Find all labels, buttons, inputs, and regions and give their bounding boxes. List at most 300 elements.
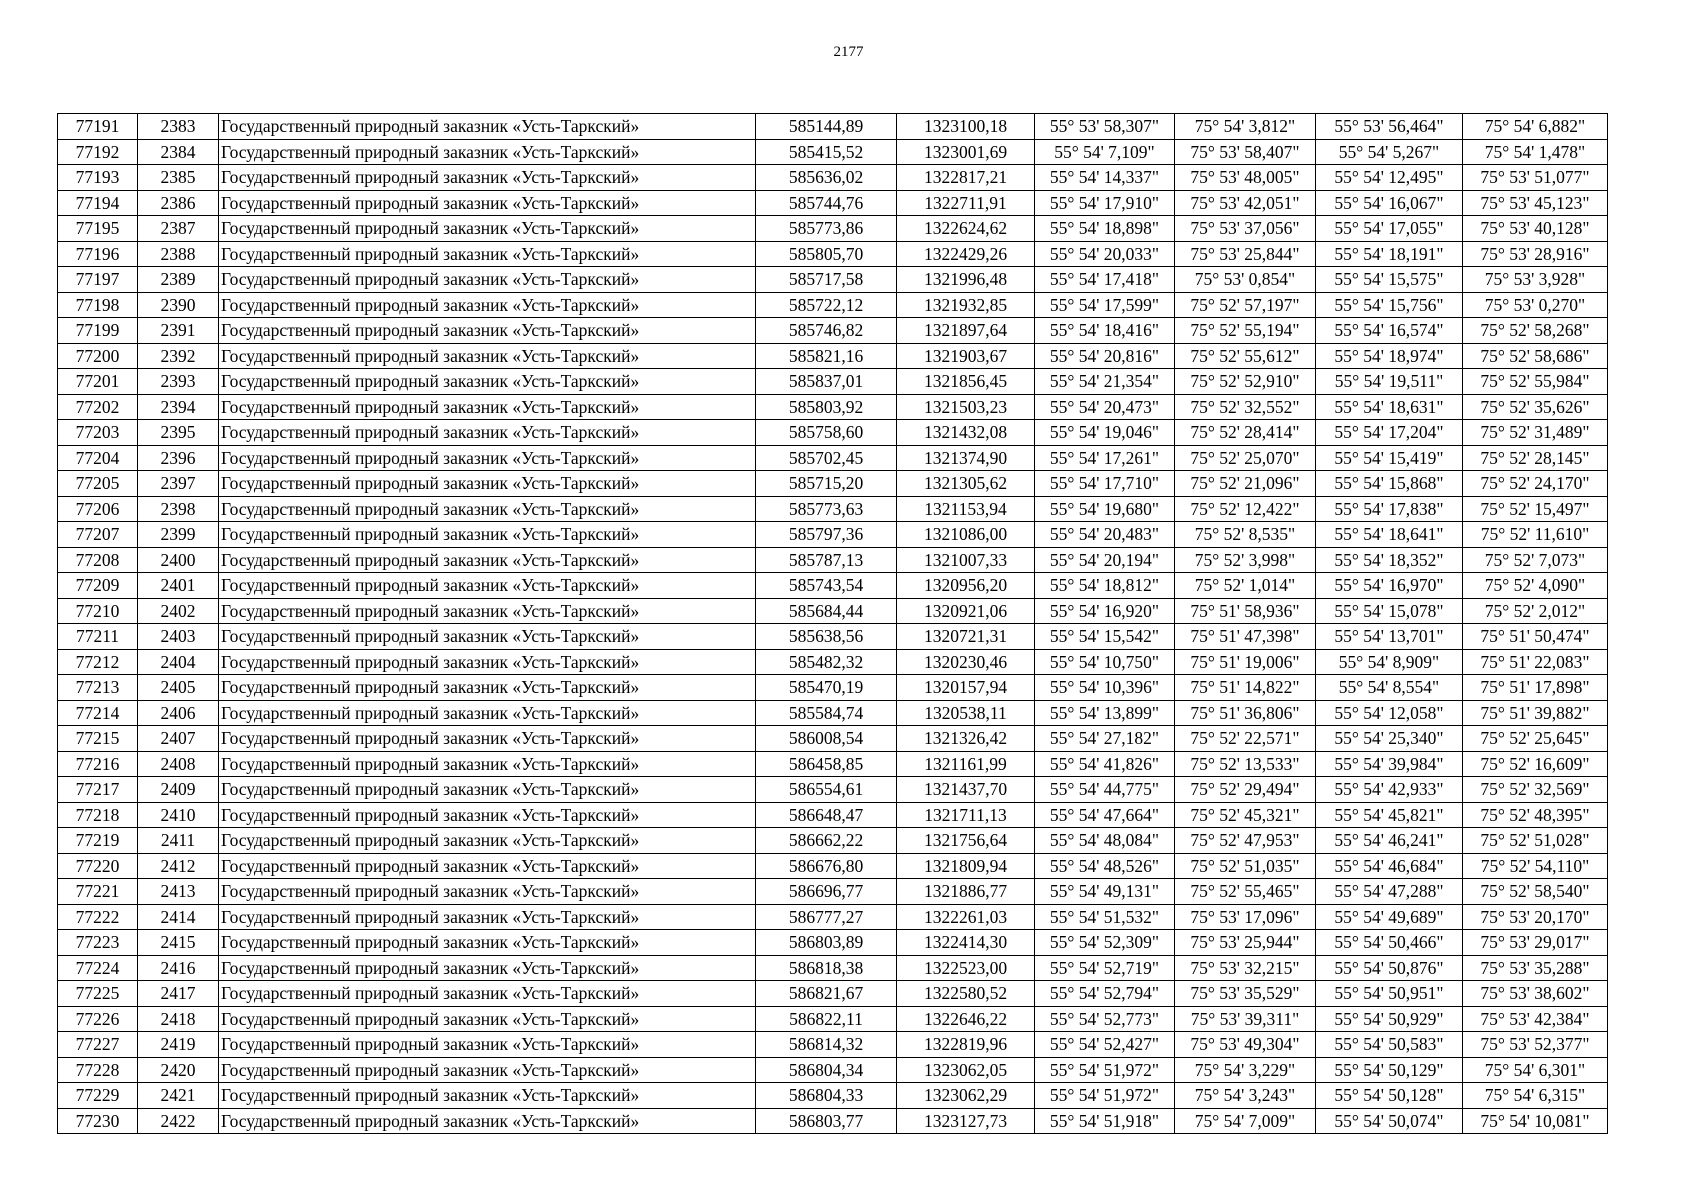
y-coordinate-cell: 1321856,45 [897,369,1035,395]
point-number-cell: 2420 [138,1057,219,1083]
object-name-cell: Государственный природный заказник «Усть-Таркский» [219,165,756,191]
object-name-cell: Государственный природный заказник «Усть-Таркский» [219,241,756,267]
row-id-cell: 77209 [58,573,138,599]
latitude-1-cell: 55° 54' 48,084" [1035,828,1175,854]
longitude-2-cell: 75° 52' 24,170" [1463,471,1608,497]
longitude-2-cell: 75° 52' 55,984" [1463,369,1608,395]
latitude-1-cell: 55° 54' 17,710" [1035,471,1175,497]
longitude-2-cell: 75° 53' 3,928" [1463,267,1608,293]
object-name-cell: Государственный природный заказник «Усть-Таркский» [219,496,756,522]
longitude-1-cell: 75° 53' 25,844" [1175,241,1316,267]
table-row [58,471,1608,497]
longitude-1-cell: 75° 52' 51,035" [1175,853,1316,879]
y-coordinate-cell: 1321326,42 [897,726,1035,752]
point-number-cell: 2421 [138,1083,219,1109]
object-name-cell: Государственный природный заказник «Усть-Таркский» [219,828,756,854]
point-number-cell: 2412 [138,853,219,879]
object-name-cell: Государственный природный заказник «Усть-Таркский» [219,1057,756,1083]
latitude-2-cell: 55° 54' 50,583" [1316,1032,1463,1058]
y-coordinate-cell: 1321153,94 [897,496,1035,522]
table-row [58,981,1608,1007]
table-row [58,802,1608,828]
longitude-1-cell: 75° 53' 35,529" [1175,981,1316,1007]
longitude-2-cell: 75° 53' 38,602" [1463,981,1608,1007]
latitude-1-cell: 55° 54' 47,664" [1035,802,1175,828]
latitude-1-cell: 55° 54' 51,972" [1035,1057,1175,1083]
point-number-cell: 2404 [138,649,219,675]
latitude-2-cell: 55° 54' 18,352" [1316,547,1463,573]
longitude-1-cell: 75° 53' 48,005" [1175,165,1316,191]
longitude-1-cell: 75° 54' 7,009" [1175,1108,1316,1134]
table-row [58,930,1608,956]
object-name-cell: Государственный природный заказник «Усть-Таркский» [219,1006,756,1032]
longitude-2-cell: 75° 52' 48,395" [1463,802,1608,828]
x-coordinate-cell: 585837,01 [756,369,897,395]
object-name-cell: Государственный природный заказник «Усть-Таркский» [219,522,756,548]
point-number-cell: 2405 [138,675,219,701]
object-name-cell: Государственный природный заказник «Усть-Таркский» [219,675,756,701]
y-coordinate-cell: 1321756,64 [897,828,1035,854]
row-id-cell: 77227 [58,1032,138,1058]
point-number-cell: 2397 [138,471,219,497]
row-id-cell: 77207 [58,522,138,548]
point-number-cell: 2408 [138,751,219,777]
x-coordinate-cell: 586777,27 [756,904,897,930]
point-number-cell: 2414 [138,904,219,930]
latitude-1-cell: 55° 54' 52,427" [1035,1032,1175,1058]
latitude-2-cell: 55° 54' 15,419" [1316,445,1463,471]
table-row [58,343,1608,369]
x-coordinate-cell: 585482,32 [756,649,897,675]
latitude-2-cell: 55° 54' 12,058" [1316,700,1463,726]
object-name-cell: Государственный природный заказник «Усть-Таркский» [219,267,756,293]
object-name-cell: Государственный природный заказник «Усть-Таркский» [219,369,756,395]
point-number-cell: 2395 [138,420,219,446]
x-coordinate-cell: 586822,11 [756,1006,897,1032]
latitude-2-cell: 55° 54' 19,511" [1316,369,1463,395]
table-row [58,1083,1608,1109]
longitude-2-cell: 75° 52' 25,645" [1463,726,1608,752]
latitude-1-cell: 55° 54' 52,794" [1035,981,1175,1007]
table-row [58,777,1608,803]
row-id-cell: 77226 [58,1006,138,1032]
x-coordinate-cell: 585743,54 [756,573,897,599]
latitude-2-cell: 55° 54' 5,267" [1316,139,1463,165]
longitude-2-cell: 75° 52' 16,609" [1463,751,1608,777]
latitude-1-cell: 55° 54' 19,680" [1035,496,1175,522]
point-number-cell: 2413 [138,879,219,905]
y-coordinate-cell: 1321932,85 [897,292,1035,318]
y-coordinate-cell: 1321503,23 [897,394,1035,420]
y-coordinate-cell: 1321086,00 [897,522,1035,548]
y-coordinate-cell: 1320230,46 [897,649,1035,675]
longitude-2-cell: 75° 54' 1,478" [1463,139,1608,165]
latitude-1-cell: 55° 53' 58,307" [1035,114,1175,140]
y-coordinate-cell: 1322414,30 [897,930,1035,956]
longitude-2-cell: 75° 54' 6,315" [1463,1083,1608,1109]
longitude-1-cell: 75° 52' 55,612" [1175,343,1316,369]
x-coordinate-cell: 585773,63 [756,496,897,522]
latitude-2-cell: 55° 54' 12,495" [1316,165,1463,191]
page-number: 2177 [833,44,864,60]
longitude-1-cell: 75° 51' 47,398" [1175,624,1316,650]
x-coordinate-cell: 586804,33 [756,1083,897,1109]
point-number-cell: 2394 [138,394,219,420]
longitude-2-cell: 75° 53' 35,288" [1463,955,1608,981]
longitude-2-cell: 75° 52' 15,497" [1463,496,1608,522]
y-coordinate-cell: 1322646,22 [897,1006,1035,1032]
object-name-cell: Государственный природный заказник «Усть-Таркский» [219,853,756,879]
latitude-1-cell: 55° 54' 19,046" [1035,420,1175,446]
point-number-cell: 2403 [138,624,219,650]
row-id-cell: 77220 [58,853,138,879]
object-name-cell: Государственный природный заказник «Усть-Таркский» [219,726,756,752]
row-id-cell: 77195 [58,216,138,242]
longitude-1-cell: 75° 53' 37,056" [1175,216,1316,242]
object-name-cell: Государственный природный заказник «Усть-Таркский» [219,471,756,497]
x-coordinate-cell: 586662,22 [756,828,897,854]
longitude-1-cell: 75° 51' 19,006" [1175,649,1316,675]
row-id-cell: 77229 [58,1083,138,1109]
latitude-2-cell: 55° 54' 50,074" [1316,1108,1463,1134]
latitude-2-cell: 55° 54' 18,191" [1316,241,1463,267]
y-coordinate-cell: 1321374,90 [897,445,1035,471]
point-number-cell: 2396 [138,445,219,471]
table-row [58,547,1608,573]
longitude-2-cell: 75° 53' 52,377" [1463,1032,1608,1058]
longitude-1-cell: 75° 52' 29,494" [1175,777,1316,803]
latitude-1-cell: 55° 54' 52,719" [1035,955,1175,981]
row-id-cell: 77224 [58,955,138,981]
table-row [58,241,1608,267]
longitude-1-cell: 75° 52' 28,414" [1175,420,1316,446]
latitude-1-cell: 55° 54' 14,337" [1035,165,1175,191]
longitude-1-cell: 75° 52' 12,422" [1175,496,1316,522]
latitude-2-cell: 55° 54' 46,684" [1316,853,1463,879]
latitude-1-cell: 55° 54' 17,599" [1035,292,1175,318]
row-id-cell: 77215 [58,726,138,752]
latitude-2-cell: 55° 54' 42,933" [1316,777,1463,803]
point-number-cell: 2415 [138,930,219,956]
longitude-1-cell: 75° 52' 13,533" [1175,751,1316,777]
x-coordinate-cell: 586554,61 [756,777,897,803]
row-id-cell: 77198 [58,292,138,318]
y-coordinate-cell: 1320157,94 [897,675,1035,701]
y-coordinate-cell: 1323001,69 [897,139,1035,165]
latitude-2-cell: 55° 54' 25,340" [1316,726,1463,752]
row-id-cell: 77206 [58,496,138,522]
row-id-cell: 77210 [58,598,138,624]
latitude-2-cell: 55° 54' 50,876" [1316,955,1463,981]
object-name-cell: Государственный природный заказник «Усть-Таркский» [219,777,756,803]
x-coordinate-cell: 585144,89 [756,114,897,140]
y-coordinate-cell: 1322580,52 [897,981,1035,1007]
object-name-cell: Государственный природный заказник «Усть-Таркский» [219,598,756,624]
row-id-cell: 77202 [58,394,138,420]
longitude-2-cell: 75° 52' 32,569" [1463,777,1608,803]
y-coordinate-cell: 1321897,64 [897,318,1035,344]
table-row [58,751,1608,777]
row-id-cell: 77205 [58,471,138,497]
longitude-2-cell: 75° 52' 28,145" [1463,445,1608,471]
longitude-2-cell: 75° 53' 28,916" [1463,241,1608,267]
longitude-2-cell: 75° 53' 40,128" [1463,216,1608,242]
y-coordinate-cell: 1322817,21 [897,165,1035,191]
table-row [58,139,1608,165]
x-coordinate-cell: 585636,02 [756,165,897,191]
table-row [58,828,1608,854]
longitude-1-cell: 75° 54' 3,812" [1175,114,1316,140]
x-coordinate-cell: 586458,85 [756,751,897,777]
x-coordinate-cell: 586803,77 [756,1108,897,1134]
longitude-1-cell: 75° 52' 57,197" [1175,292,1316,318]
latitude-1-cell: 55° 54' 20,483" [1035,522,1175,548]
longitude-1-cell: 75° 51' 36,806" [1175,700,1316,726]
y-coordinate-cell: 1321432,08 [897,420,1035,446]
longitude-2-cell: 75° 52' 58,268" [1463,318,1608,344]
longitude-1-cell: 75° 53' 49,304" [1175,1032,1316,1058]
table-row [58,445,1608,471]
object-name-cell: Государственный природный заказник «Усть-Таркский» [219,114,756,140]
latitude-2-cell: 55° 54' 18,641" [1316,522,1463,548]
longitude-1-cell: 75° 51' 14,822" [1175,675,1316,701]
object-name-cell: Государственный природный заказник «Усть-Таркский» [219,624,756,650]
longitude-1-cell: 75° 53' 17,096" [1175,904,1316,930]
latitude-2-cell: 55° 54' 17,838" [1316,496,1463,522]
latitude-2-cell: 55° 53' 56,464" [1316,114,1463,140]
longitude-2-cell: 75° 51' 39,882" [1463,700,1608,726]
table-row [58,216,1608,242]
longitude-2-cell: 75° 52' 58,540" [1463,879,1608,905]
longitude-2-cell: 75° 52' 31,489" [1463,420,1608,446]
y-coordinate-cell: 1322624,62 [897,216,1035,242]
point-number-cell: 2385 [138,165,219,191]
latitude-2-cell: 55° 54' 18,974" [1316,343,1463,369]
row-id-cell: 77197 [58,267,138,293]
object-name-cell: Государственный природный заказник «Усть-Таркский» [219,318,756,344]
latitude-1-cell: 55° 54' 7,109" [1035,139,1175,165]
row-id-cell: 77208 [58,547,138,573]
x-coordinate-cell: 585758,60 [756,420,897,446]
longitude-1-cell: 75° 53' 42,051" [1175,190,1316,216]
latitude-2-cell: 55° 54' 15,078" [1316,598,1463,624]
y-coordinate-cell: 1322819,96 [897,1032,1035,1058]
longitude-1-cell: 75° 53' 25,944" [1175,930,1316,956]
longitude-2-cell: 75° 52' 54,110" [1463,853,1608,879]
latitude-1-cell: 55° 54' 51,972" [1035,1083,1175,1109]
point-number-cell: 2409 [138,777,219,803]
longitude-1-cell: 75° 52' 45,321" [1175,802,1316,828]
y-coordinate-cell: 1321161,99 [897,751,1035,777]
object-name-cell: Государственный природный заказник «Усть-Таркский» [219,700,756,726]
object-name-cell: Государственный природный заказник «Усть-Таркский» [219,343,756,369]
longitude-1-cell: 75° 53' 58,407" [1175,139,1316,165]
latitude-2-cell: 55° 54' 50,128" [1316,1083,1463,1109]
row-id-cell: 77196 [58,241,138,267]
point-number-cell: 2410 [138,802,219,828]
longitude-1-cell: 75° 52' 25,070" [1175,445,1316,471]
y-coordinate-cell: 1321886,77 [897,879,1035,905]
longitude-2-cell: 75° 54' 10,081" [1463,1108,1608,1134]
x-coordinate-cell: 585638,56 [756,624,897,650]
latitude-1-cell: 55° 54' 15,542" [1035,624,1175,650]
x-coordinate-cell: 586696,77 [756,879,897,905]
object-name-cell: Государственный природный заказник «Усть-Таркский» [219,1032,756,1058]
latitude-1-cell: 55° 54' 17,910" [1035,190,1175,216]
object-name-cell: Государственный природный заказник «Усть-Таркский» [219,904,756,930]
table-row [58,190,1608,216]
table-row [58,1057,1608,1083]
x-coordinate-cell: 585805,70 [756,241,897,267]
point-number-cell: 2422 [138,1108,219,1134]
latitude-2-cell: 55° 54' 8,554" [1316,675,1463,701]
latitude-2-cell: 55° 54' 15,575" [1316,267,1463,293]
y-coordinate-cell: 1321007,33 [897,547,1035,573]
row-id-cell: 77216 [58,751,138,777]
latitude-2-cell: 55° 54' 39,984" [1316,751,1463,777]
latitude-1-cell: 55° 54' 44,775" [1035,777,1175,803]
row-id-cell: 77213 [58,675,138,701]
y-coordinate-cell: 1321809,94 [897,853,1035,879]
table-row [58,649,1608,675]
x-coordinate-cell: 585744,76 [756,190,897,216]
object-name-cell: Государственный природный заказник «Усть-Таркский» [219,751,756,777]
point-number-cell: 2418 [138,1006,219,1032]
row-id-cell: 77218 [58,802,138,828]
latitude-1-cell: 55° 54' 10,750" [1035,649,1175,675]
table-row [58,394,1608,420]
point-number-cell: 2389 [138,267,219,293]
latitude-1-cell: 55° 54' 17,261" [1035,445,1175,471]
row-id-cell: 77219 [58,828,138,854]
y-coordinate-cell: 1320956,20 [897,573,1035,599]
x-coordinate-cell: 586008,54 [756,726,897,752]
y-coordinate-cell: 1320921,06 [897,598,1035,624]
latitude-1-cell: 55° 54' 52,773" [1035,1006,1175,1032]
latitude-1-cell: 55° 54' 52,309" [1035,930,1175,956]
x-coordinate-cell: 586804,34 [756,1057,897,1083]
y-coordinate-cell: 1323127,73 [897,1108,1035,1134]
longitude-1-cell: 75° 54' 3,243" [1175,1083,1316,1109]
y-coordinate-cell: 1320721,31 [897,624,1035,650]
longitude-2-cell: 75° 52' 2,012" [1463,598,1608,624]
row-id-cell: 77217 [58,777,138,803]
x-coordinate-cell: 586676,80 [756,853,897,879]
latitude-1-cell: 55° 54' 41,826" [1035,751,1175,777]
row-id-cell: 77214 [58,700,138,726]
latitude-2-cell: 55° 54' 49,689" [1316,904,1463,930]
longitude-2-cell: 75° 52' 7,073" [1463,547,1608,573]
point-number-cell: 2392 [138,343,219,369]
y-coordinate-cell: 1323100,18 [897,114,1035,140]
x-coordinate-cell: 585821,16 [756,343,897,369]
latitude-1-cell: 55° 54' 13,899" [1035,700,1175,726]
table-row [58,1108,1608,1134]
longitude-1-cell: 75° 51' 58,936" [1175,598,1316,624]
longitude-2-cell: 75° 53' 20,170" [1463,904,1608,930]
longitude-2-cell: 75° 52' 58,686" [1463,343,1608,369]
latitude-1-cell: 55° 54' 18,898" [1035,216,1175,242]
point-number-cell: 2407 [138,726,219,752]
point-number-cell: 2417 [138,981,219,1007]
row-id-cell: 77225 [58,981,138,1007]
longitude-1-cell: 75° 52' 47,953" [1175,828,1316,854]
x-coordinate-cell: 586648,47 [756,802,897,828]
y-coordinate-cell: 1322523,00 [897,955,1035,981]
longitude-2-cell: 75° 52' 4,090" [1463,573,1608,599]
point-number-cell: 2388 [138,241,219,267]
row-id-cell: 77199 [58,318,138,344]
row-id-cell: 77221 [58,879,138,905]
longitude-1-cell: 75° 52' 22,571" [1175,726,1316,752]
object-name-cell: Государственный природный заказник «Усть-Таркский» [219,1108,756,1134]
object-name-cell: Государственный природный заказник «Усть-Таркский» [219,573,756,599]
y-coordinate-cell: 1322261,03 [897,904,1035,930]
point-number-cell: 2411 [138,828,219,854]
latitude-2-cell: 55° 54' 17,055" [1316,216,1463,242]
row-id-cell: 77222 [58,904,138,930]
point-number-cell: 2386 [138,190,219,216]
row-id-cell: 77194 [58,190,138,216]
longitude-1-cell: 75° 54' 3,229" [1175,1057,1316,1083]
longitude-1-cell: 75° 53' 39,311" [1175,1006,1316,1032]
latitude-2-cell: 55° 54' 15,756" [1316,292,1463,318]
longitude-2-cell: 75° 54' 6,882" [1463,114,1608,140]
y-coordinate-cell: 1322711,91 [897,190,1035,216]
longitude-2-cell: 75° 53' 29,017" [1463,930,1608,956]
longitude-1-cell: 75° 52' 32,552" [1175,394,1316,420]
object-name-cell: Государственный природный заказник «Усть-Таркский» [219,802,756,828]
table-row [58,292,1608,318]
point-number-cell: 2400 [138,547,219,573]
row-id-cell: 77212 [58,649,138,675]
row-id-cell: 77192 [58,139,138,165]
point-number-cell: 2383 [138,114,219,140]
table-row [58,114,1608,140]
row-id-cell: 77228 [58,1057,138,1083]
longitude-2-cell: 75° 51' 22,083" [1463,649,1608,675]
object-name-cell: Государственный природный заказник «Усть-Таркский» [219,190,756,216]
longitude-2-cell: 75° 52' 35,626" [1463,394,1608,420]
row-id-cell: 77203 [58,420,138,446]
object-name-cell: Государственный природный заказник «Усть-Таркский» [219,547,756,573]
table-row [58,420,1608,446]
latitude-2-cell: 55° 54' 50,129" [1316,1057,1463,1083]
y-coordinate-cell: 1322429,26 [897,241,1035,267]
point-number-cell: 2391 [138,318,219,344]
latitude-1-cell: 55° 54' 20,194" [1035,547,1175,573]
latitude-1-cell: 55° 54' 51,918" [1035,1108,1175,1134]
latitude-1-cell: 55° 54' 27,182" [1035,726,1175,752]
object-name-cell: Государственный природный заказник «Усть-Таркский» [219,394,756,420]
latitude-2-cell: 55° 54' 18,631" [1316,394,1463,420]
table-row [58,853,1608,879]
latitude-1-cell: 55° 54' 51,532" [1035,904,1175,930]
table-row [58,879,1608,905]
table-row [58,624,1608,650]
x-coordinate-cell: 586814,32 [756,1032,897,1058]
longitude-1-cell: 75° 53' 0,854" [1175,267,1316,293]
table-row [58,1032,1608,1058]
row-id-cell: 77191 [58,114,138,140]
point-number-cell: 2406 [138,700,219,726]
table-row [58,318,1608,344]
y-coordinate-cell: 1321903,67 [897,343,1035,369]
row-id-cell: 77204 [58,445,138,471]
object-name-cell: Государственный природный заказник «Усть-Таркский» [219,981,756,1007]
table-row [58,726,1608,752]
table-row [58,1006,1608,1032]
